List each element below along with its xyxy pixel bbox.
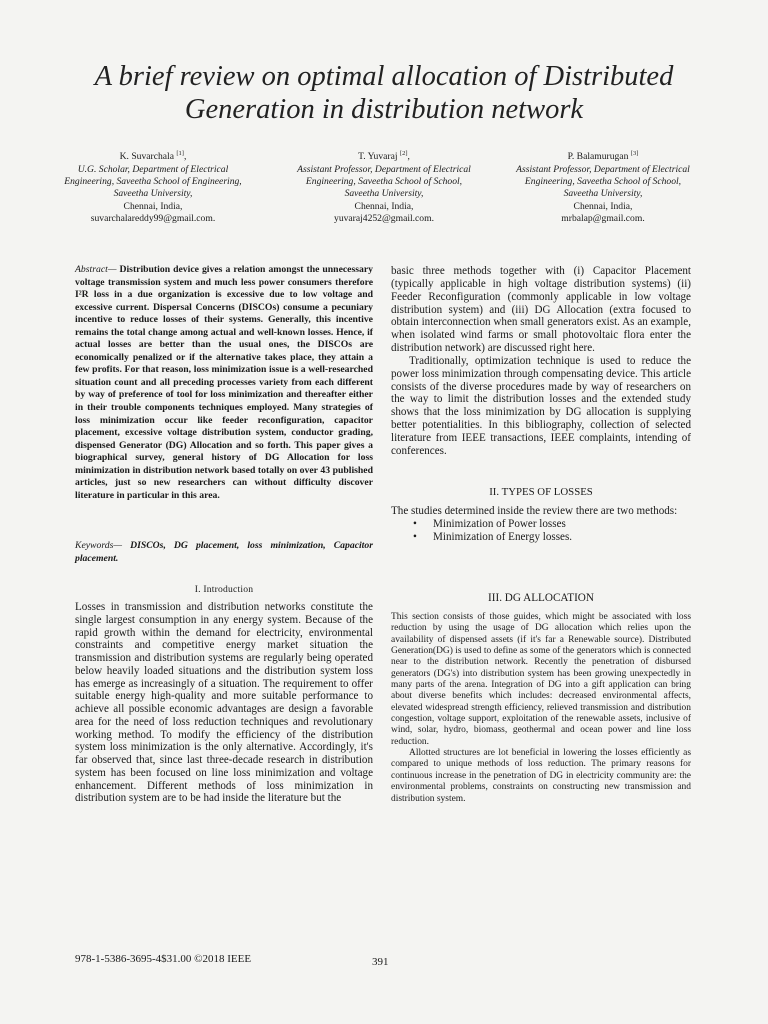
author-email: yuvaraj4252@gmail.com. [334, 213, 434, 225]
intro-continued-paragraph: basic three methods together with (i) Capacitor Placement (typically applicable in high voltage distribution systems) (ii) Feeder Reconfiguration (commonly applicable in low voltage distribution system) and (iii) DG Allocation (extra focused to obtain interconnection when small generators exist. As an example, when isolated wind farms or small photovoltaic flora enter the distribution network) are discussed right here. [391, 265, 691, 355]
page-number: 391 [372, 956, 389, 968]
author-1 [42, 148, 264, 226]
dg-allocation-body [391, 612, 691, 805]
dg-paragraph-2: Allotted structures are lot beneficial in lowering the losses efficiently as compared to unique methods of loss reduction. The primary reasons for continuous increase in the penetration of DG in electricity community are: the environmental problems, constraints on constructing new transmission and distribution system. [391, 748, 691, 804]
author-name: K. Suvarchala [119, 151, 174, 163]
bullet-icon: • [413, 517, 417, 530]
introduction-body [75, 601, 373, 805]
author-affiliation-line: Assistant Professor, Department of Electrical [516, 163, 690, 175]
author-3 [492, 148, 714, 226]
list-item-text: Minimization of Power losses [433, 517, 566, 530]
introduction-paragraph: Losses in transmission and distribution networks constitute the single largest consumption in any energy system. Because of the rapid growth within the demand for electricity, environmental constraints and competitive energy market situation the transmission and distribution systems are regularly being operated below heavily loaded situations and the distribution system loss has emerge as increasingly of a situation. The requirement to offer suitable energy high-quality and more suitable performance to achieve all possible economic advantages are design a favorable area for the need of loss reduction techniques and revolutionary working method. To modify the efficiency of the distribution system loss minimization is the only alternative. Accordingly, it's far observed that, since last three-decade research in distribution system has been focused on line loss minimization and voltage enhancement. Different methods of loss minimization in distribution system are to be had inside the literature but the [75, 601, 373, 805]
footer-isbn: 978-1-5386-3695-4$31.00 ©2018 IEEE [75, 953, 252, 965]
dg-paragraph-1: This section consists of those guides, which might be associated with loss reduction by using the usage of DG allocation which relies upon the availability of dispensed assets (if it's far a Renewable source). Distributed Generation(DG) is used to define as some of the generators which is connected near to the distribution network. Recently the penetration of disbursed generators (DG's) into distribution system has been growing unexpectedly in many parts of the arena. Integration of DG into a gift application can bring about diverse benefits which includes: decreased environmental affects, elevated widespread strength efficiency, relieved transmission and distribution congestion, voltage support, exploitation of the renewable assets, inclusive of wind, solar, hydro, biomass, geothermal and ocean power and line loss reduction. [391, 612, 691, 747]
keywords-text: DISCOs, DG placement, loss minimization, Capacitor placement. [75, 540, 373, 564]
author-affiliation-line: Engineering, Saveetha School of School, [524, 176, 682, 187]
section-heading-dg-allocation: III. DG ALLOCATION [488, 592, 594, 604]
author-affiliation-line: Assistant Professor, Department of Electrical [297, 163, 471, 175]
author-location: Chennai, India, [354, 200, 414, 212]
bullet-icon: • [413, 530, 417, 543]
losses-list [391, 518, 691, 544]
paper-title [60, 60, 708, 126]
author-affiliation-line: Engineering, Saveetha School of Engineering, [64, 176, 242, 187]
author-affiliation-line: Engineering, Saveetha School of School, [305, 176, 463, 187]
list-item [391, 518, 691, 531]
author-affiliation-line: U.G. Scholar, Department of Electrical [77, 163, 229, 175]
abstract-lead: Abstract— [75, 264, 117, 275]
section-heading-introduction: I. Introduction [194, 584, 254, 595]
abstract [75, 264, 373, 502]
list-item-text: Minimization of Energy losses. [433, 530, 573, 543]
types-intro: The studies determined inside the review there are two methods: [391, 505, 678, 517]
author-affiliation-line: Saveetha University, [344, 188, 424, 200]
author-2 [273, 148, 495, 226]
title-line-1: A brief review on optimal allocation of Distributed [94, 61, 674, 92]
author-name: P. Balamurugan [567, 151, 629, 163]
intro-paragraph-2: Traditionally, optimization technique is used to reduce the power loss minimization through compensating device. This article consists of the diverse procedures made by way of researchers on the way to limit the distribution losses and the extended study shows that the loss minimization by DG allocation is supplying better potentialities. In this bibliography, collection of selected literature from IEEE transactions, IEEE complaints, intending of conferences. [391, 354, 691, 457]
author-affiliation-line: Saveetha University, [113, 188, 193, 200]
author-suffix: , [407, 151, 410, 163]
author-location: Chennai, India, [573, 200, 633, 212]
author-name: T. Yuvaraj [358, 151, 398, 163]
right-column-intro [391, 265, 691, 458]
author-ref: [3] [630, 150, 639, 157]
author-ref: [2] [399, 150, 408, 157]
author-ref: [1] [176, 150, 184, 157]
keywords [75, 540, 373, 565]
list-item [391, 531, 691, 544]
keywords-lead: Keywords— [75, 540, 123, 551]
author-suffix: , [183, 151, 187, 163]
types-of-losses-body [391, 505, 691, 544]
author-location: Chennai, India, [123, 200, 183, 212]
abstract-text: Distribution device gives a relation amongst the unnecessary voltage transmission system and much less power consumers therefore I²R loss in a due organization is excessive due to low voltage and excessive current. Dispersal Concerns (DISCOs) consume a pecuniary incentive to reduce losses of their systems. Generally, this incentive remains the total change among actual and well-known losses. Hence, if actual losses are better than the usual ones, the DISCOs are economically penalized or if the alternative takes place, they attain a few profits. For that reason, loss minimization issue is a well-researched situation count and all preceding processes variety from each different by way of preference of tool for loss minimization and thereafter either in their trouble components techniques employed. Many strategies of loss minimization occur like feeder reconfiguration, capacitor placement, excessive voltage distribution system, conductor grading, dispensed Generator (DG) Allocation and so forth. This paper gives a biographical survey, general history of DG Allocation for loss minimization in distribution network based totally on over 43 published articles, just so new researchers can without difficulty discover literature in particular in this area. [75, 264, 373, 501]
title-line-2: Generation in distribution network [184, 94, 584, 125]
author-email: mrbalap@gmail.com. [561, 213, 645, 225]
author-email: suvarchalareddy99@gmail.com. [90, 213, 216, 225]
section-heading-types-of-losses: II. TYPES OF LOSSES [489, 486, 593, 498]
author-affiliation-line: Saveetha University, [563, 188, 643, 200]
